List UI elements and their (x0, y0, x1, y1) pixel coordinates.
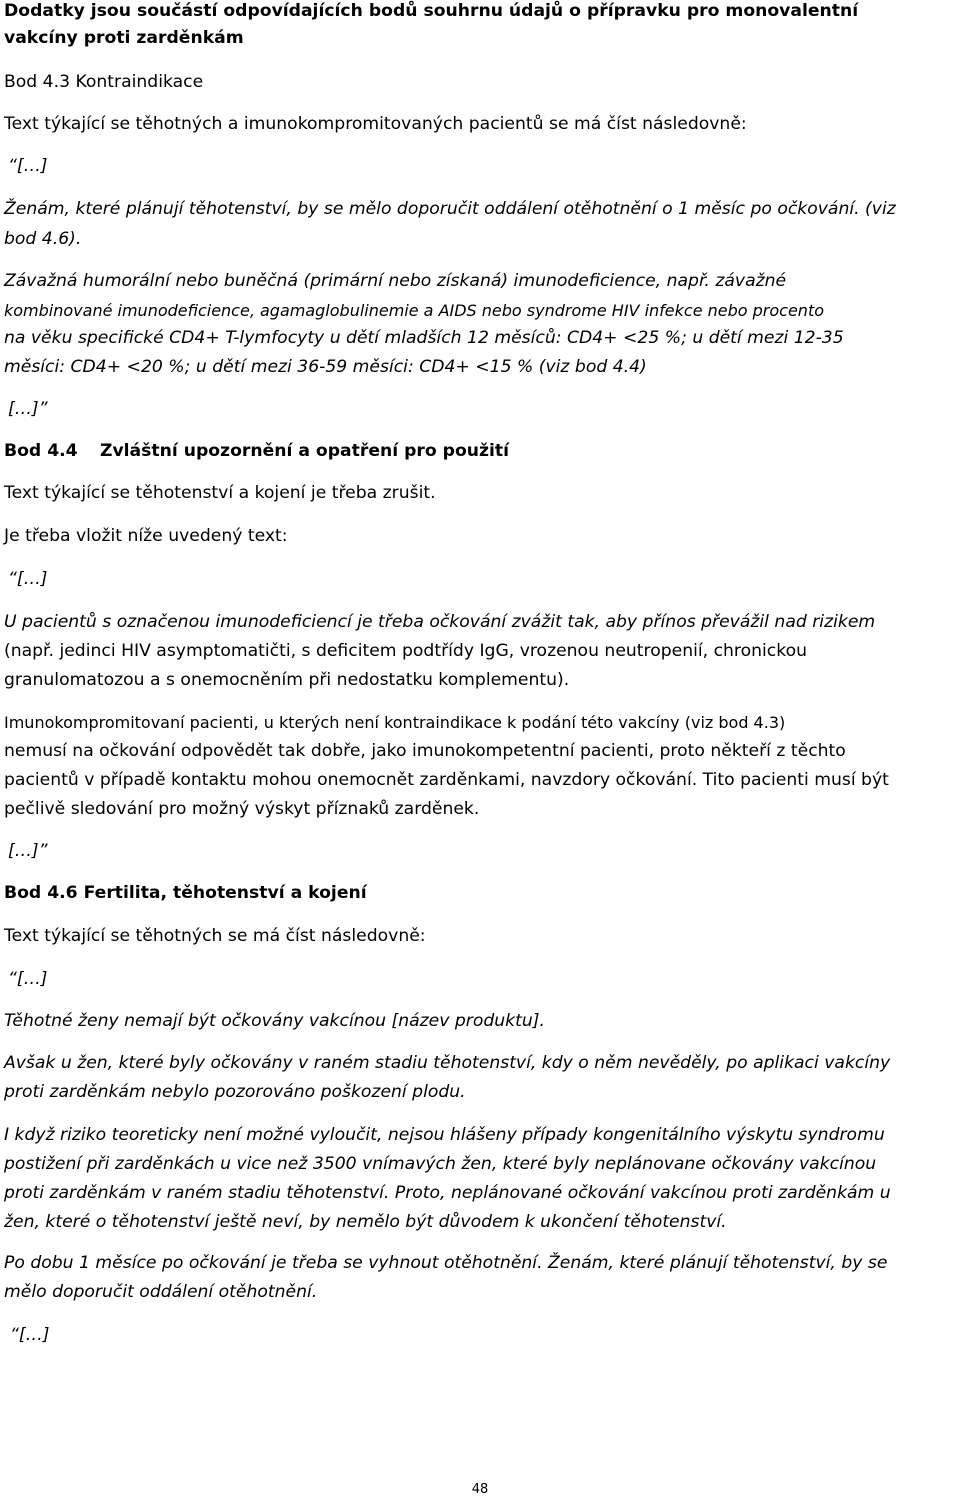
s46-para4-line1: Po dobu 1 měsíce po očkování je třeba se vyhnout otěhotnění. Ženám, které plánují těhotenství, by se (4, 1253, 888, 1273)
header-line-2: vakcíny proti zarděnkám (4, 28, 244, 48)
s46-para3-line4: žen, které o těhotenství ještě neví, by nemělo být důvodem k ukončení těhotenství. (4, 1212, 727, 1232)
s46-para1: Těhotné ženy nemají být očkovány vakcínou [název produktu]. (4, 1011, 545, 1031)
s44-para2-line2: nemusí na očkování odpovědět tak dobře, jako imunokompetentní pacienti, proto někteří z těchto (4, 741, 846, 761)
s43-para2-line4: měsíci: CD4+ <20 %; u dětí mezi 36-59 měsíci: CD4+ <15 % (viz bod 4.4) (4, 357, 647, 377)
header-line-1: Dodatky jsou součástí odpovídajících bodů souhrnu údajů o přípravku pro monovalentní (4, 1, 859, 21)
section-4-4-label: Bod 4.4 (4, 441, 78, 461)
s46-para4-line2: mělo doporučit oddálení otěhotnění. (4, 1282, 318, 1302)
s46-para3-line3: proti zarděnkám v raném stadiu těhotenství. Proto, neplánované očkování vakcínou proti zarděnkám u (4, 1183, 891, 1203)
s44-para2-line4: pečlivě sledování pro možný výskyt příznaků zarděnek. (4, 799, 480, 819)
quote-open-4-4: “[…] (8, 569, 48, 589)
page-number: 48 (471, 1482, 489, 1497)
quote-open-4-6: “[…] (8, 969, 48, 989)
s44-para1-line2: (např. jedinci HIV asymptomatičti, s deficitem podtřídy IgG, vrozenou neutropenií, chronickou (4, 641, 808, 661)
s43-para2-line2: kombinované imunodeficience, agamaglobulinemie a AIDS nebo syndrome HIV infekce nebo procento (4, 301, 825, 320)
s43-para2-line3: na věku specifické CD4+ T-lymfocyty u dětí mladších 12 měsíců: CD4+ <25 %; u dětí mezi 12-35 (4, 328, 844, 348)
section-4-3-intro: Text týkající se těhotných a imunokompromitovaných pacientů se má číst následovně: (4, 114, 747, 134)
s44-intro-1: Text týkající se těhotenství a kojení je třeba zrušit. (4, 483, 436, 503)
section-4-4-heading (4, 437, 509, 466)
s46-para2-line1: Avšak u žen, které byly očkovány v raném stadiu těhotenství, kdy o něm nevěděly, po aplikaci vakcíny (4, 1053, 891, 1073)
s44-para2-line3: pacientů v případě kontaktu mohou onemocnět zarděnkami, navzdory očkování. Tito pacienti musí být (4, 770, 889, 790)
s44-para1-line3: granulomatozou a s onemocněním při nedostatku komplementu). (4, 670, 570, 690)
s46-intro: Text týkající se těhotných se má číst následovně: (4, 926, 426, 946)
s43-para2-line1: Závažná humorální nebo buněčná (primární nebo získaná) imunodeficience, např. závažné (4, 271, 787, 291)
s43-para1-line1: Ženám, které plánují těhotenství, by se mělo doporučit oddálení otěhotnění o 1 měsíc po očkování. (viz (4, 199, 896, 219)
quote-close-4-3: […]” (8, 399, 48, 419)
s44-para2-line1: Imunokompromitovaní pacienti, u kterých není kontraindikace k podání této vakcíny (viz bod 4.3) (4, 713, 786, 732)
s46-para3-line1: I když riziko teoreticky není možné vyloučit, nejsou hlášeny případy kongenitálního výskytu syndromu (4, 1125, 885, 1145)
s46-para2-line2: proti zarděnkám nebylo pozorováno poškození plodu. (4, 1082, 466, 1102)
section-4-4-title: Zvláštní upozornění a opatření pro použití (100, 441, 510, 461)
s44-intro-2: Je třeba vložit níže uvedený text: (4, 526, 288, 546)
section-4-3-heading: Bod 4.3 Kontraindikace (4, 72, 204, 92)
s44-para1-line1: U pacientů s označenou imunodeficiencí je třeba očkování zvážit tak, aby přínos převážil nad rizikem (4, 612, 876, 632)
quote-close-4-6: “[…] (10, 1325, 50, 1345)
section-4-6-heading: Bod 4.6 Fertilita, těhotenství a kojení (4, 883, 367, 903)
quote-close-4-4: […]” (8, 841, 48, 861)
s46-para3-line2: postižení při zarděnkách u vice než 3500 vnímavých žen, které byly neplánovane očkovány vakcínou (4, 1154, 877, 1174)
s43-para1-line2: bod 4.6). (4, 229, 82, 249)
quote-open-4-3: “[…] (8, 156, 48, 176)
